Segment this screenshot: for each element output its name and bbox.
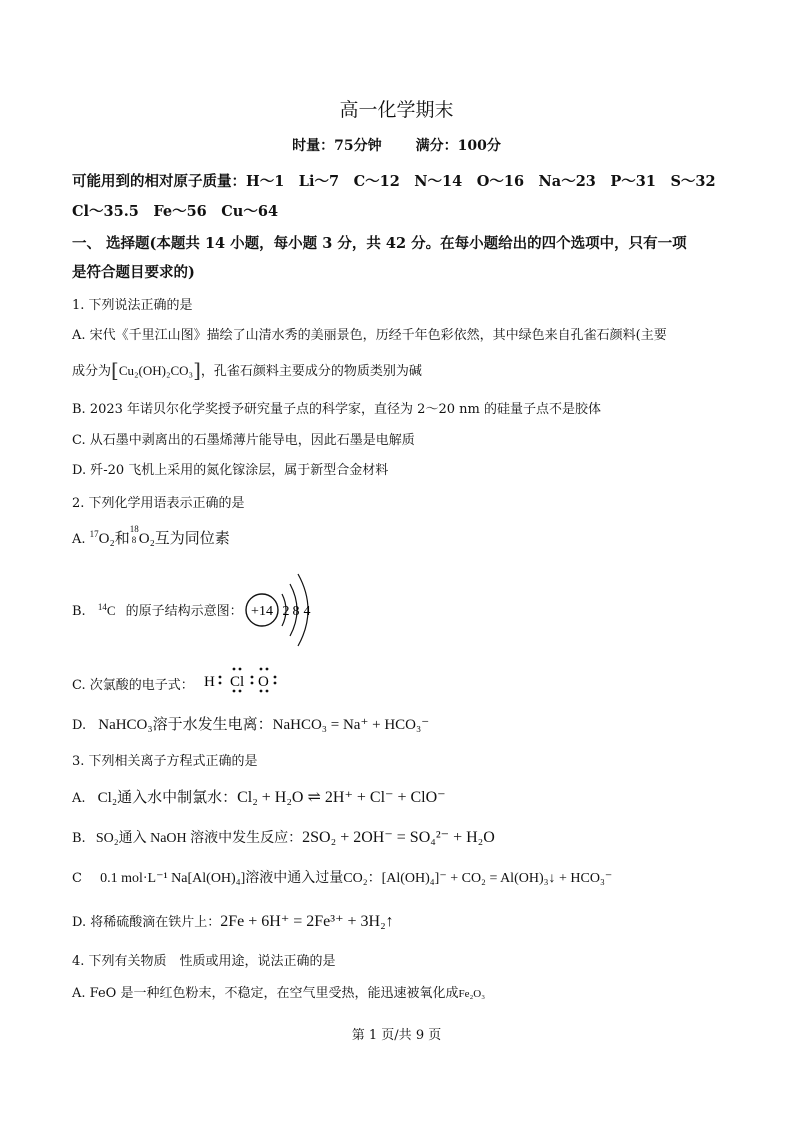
oxygen-symbol: O <box>258 674 269 690</box>
malachite-formula: Cu₂(OH)₂CO₃ <box>118 363 194 378</box>
page-title: 高一化学期末 <box>339 99 454 121</box>
q3-option-a-equation: Cl₂ + H₂O ⇌ 2H⁺ + Cl⁻ + ClO⁻ <box>237 789 446 806</box>
atomic-masses-line1: 可能用到的相对原子质量：H～1 Li～7 C～12 N～14 O～16 Na～23 P～31 S～32 <box>72 173 716 190</box>
q2-option-d-prefix: NaHCO₃溶于水发生电离： <box>98 717 273 733</box>
q2-option-c <box>72 674 194 693</box>
q3-stem: 3. 下列相关离子方程式正确的是 <box>72 754 258 769</box>
q3-option-a-label: A. <box>72 791 86 806</box>
q2-option-a <box>72 524 230 548</box>
section-heading-line1: 一、 选择题(本题共 14 小题，每小题 3 分，共 42 分。在每小题给出的四个选项中，只有一项 <box>72 235 687 252</box>
q2-option-a-text1: O₂和 <box>98 531 130 547</box>
full-score: 满分：100分 <box>415 138 501 154</box>
shell-count-1: 2 <box>282 604 290 619</box>
atomic-structure-diagram <box>244 568 324 652</box>
q4-stem: 4. 下列有关物质 性质或用途，说法正确的是 <box>72 954 336 969</box>
page-footer: 第 1 页/共 9 页 <box>351 1028 442 1043</box>
q2-option-c-label: C. 次氯酸的电子式： <box>72 678 194 693</box>
q2-stem: 2. 下列化学用语表示正确的是 <box>72 496 245 511</box>
q3-option-d-label: D. 将稀硫酸滴在铁片上： <box>72 915 221 930</box>
left-bracket-icon: [ <box>111 358 119 382</box>
q3-option-b <box>72 827 495 847</box>
q2-option-d-label: D. <box>72 718 87 733</box>
q3-option-b-label: B. <box>72 831 86 846</box>
q4-option-a-text: A. FeO 是一种红色粉末，不稳定，在空气里受热，能迅速被氧化成 <box>72 986 459 1001</box>
q3-option-a-prefix: Cl₂通入水中制氯水： <box>97 790 238 806</box>
q3-option-c-prefix: 0.1 mol·L⁻¹ Na[Al(OH)₄]溶液中通入过量CO₂： <box>100 871 382 886</box>
q2-option-a-label: A. <box>72 532 86 547</box>
q3-option-a <box>72 786 446 807</box>
q2-option-a-text2: O₂互为同位素 <box>138 531 230 547</box>
shell-count-2: 8 <box>292 604 300 619</box>
q1-option-a-line1: A. 宋代《千里江山图》描绘了山清水秀的美丽景色，历经千年色彩依然，其中绿色来自孔雀石颜料(主要 <box>72 328 667 343</box>
q1-stem: 1. 下列说法正确的是 <box>72 298 193 313</box>
isotope-mass-18: 18 <box>129 524 139 534</box>
chlorine-symbol: Cl <box>230 674 245 690</box>
q3-option-d-equation: 2Fe + 6H⁺ = 2Fe³⁺ + 3H₂↑ <box>220 913 394 930</box>
q3-option-c <box>72 867 612 887</box>
q1-option-a-suffix: ，孔雀石颜料主要成分的物质类别为碱 <box>200 364 422 379</box>
q2-option-b-text: 的原子结构示意图： <box>125 604 243 619</box>
carbon-mass-number: 14 <box>97 601 107 612</box>
hydrogen-symbol: H <box>204 674 215 690</box>
q1-option-c: C. 从石墨中剥离出的石墨烯薄片能导电，因此石墨是电解质 <box>72 433 415 448</box>
section-heading-line2: 是符合题目要求的) <box>72 264 195 281</box>
q3-option-b-prefix: SO₂通入 NaOH 溶液中发生反应： <box>95 831 303 846</box>
q2-option-d <box>72 713 429 734</box>
right-bracket-icon: ] <box>193 358 201 382</box>
q4-option-a <box>72 982 485 1001</box>
time-limit: 时量：75分钟 <box>292 138 382 154</box>
exam-meta <box>0 135 793 155</box>
q3-option-c-label: C <box>72 871 82 886</box>
q2-option-d-equation: NaHCO₃ = Na⁺ + HCO₃⁻ <box>272 717 430 733</box>
q1-option-a-prefix: 成分为 <box>72 364 112 379</box>
q1-option-a-line2 <box>72 358 422 382</box>
q3-option-c-equation: [Al(OH)₄]⁻ + CO₂ = Al(OH)₃↓ + HCO₃⁻ <box>381 871 613 886</box>
q3-option-b-equation: 2SO₂ + 2OH⁻ = SO₄²⁻ + H₂O <box>302 829 495 846</box>
q2-option-b <box>72 600 243 619</box>
atomic-number-8: 8 <box>131 535 137 545</box>
hclo-electron-formula <box>200 666 280 694</box>
isotope-mass-17: 17 <box>89 529 99 539</box>
ferric-oxide-formula: Fe₂O₃ <box>458 988 486 1000</box>
carbon-symbol: C <box>106 603 116 618</box>
shell-count-3: 4 <box>303 604 311 619</box>
q3-option-d <box>72 911 394 931</box>
atomic-masses-line2: Cl～35.5 Fe～56 Cu～64 <box>72 203 279 220</box>
q1-option-d: D. 歼-20 飞机上采用的氮化镓涂层，属于新型合金材料 <box>72 463 389 478</box>
q1-option-b: B. 2023 年诺贝尔化学奖授予研究量子点的科学家，直径为 2～20 nm 的硅量子点不是胶体 <box>72 402 601 417</box>
q2-option-b-label: B. <box>72 604 86 619</box>
nucleus-charge: +14 <box>251 604 273 619</box>
